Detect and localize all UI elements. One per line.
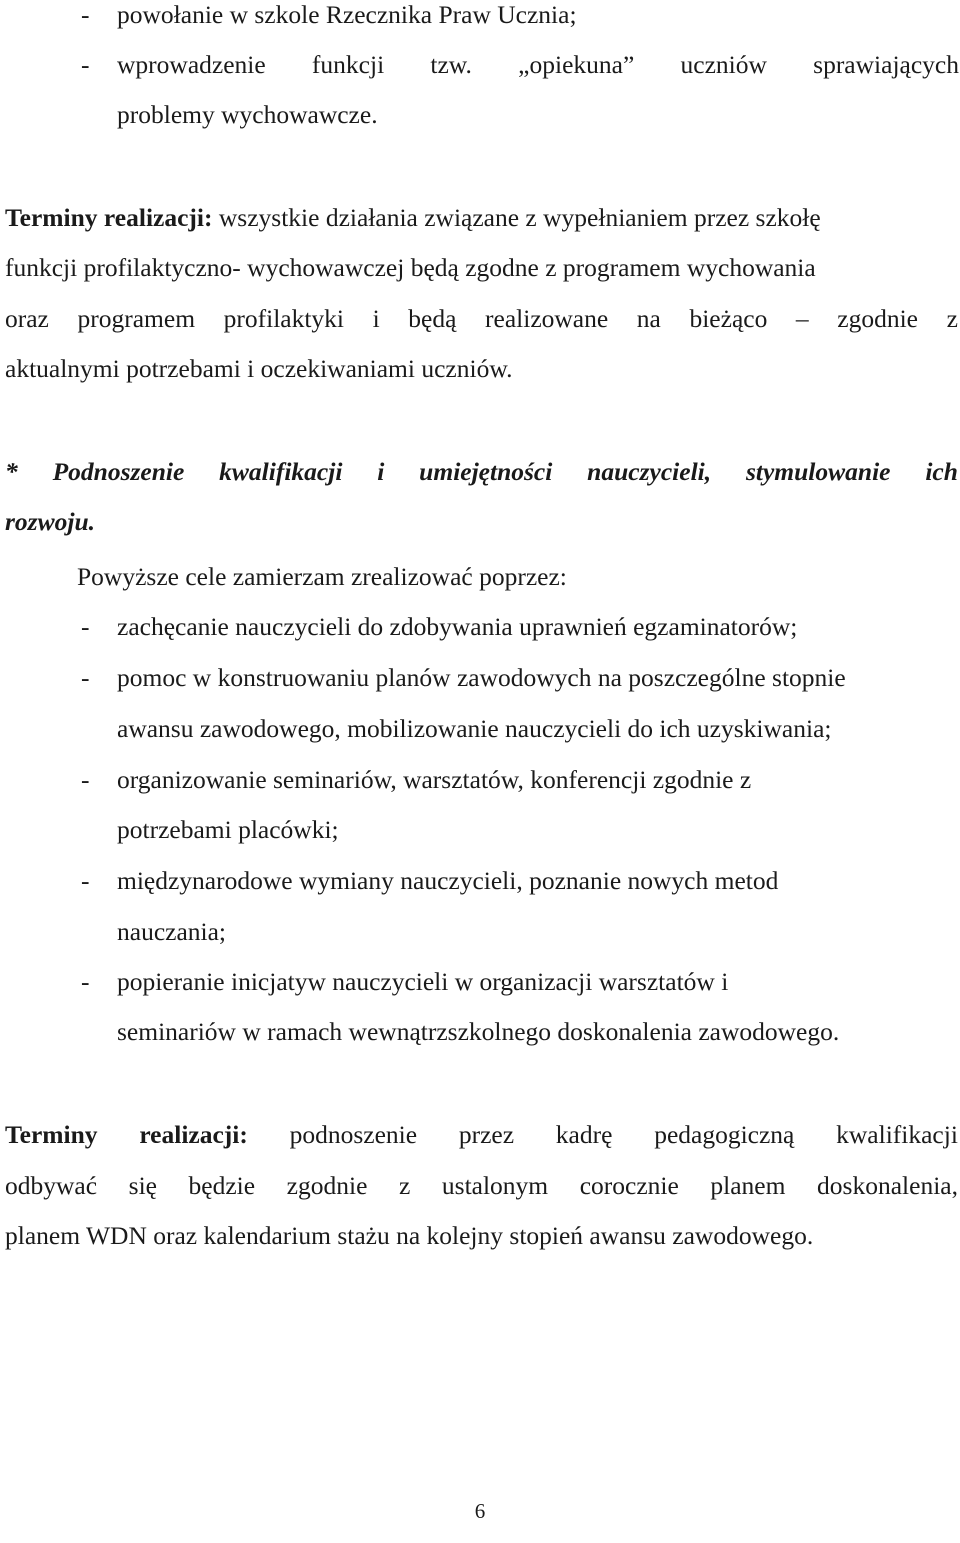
word: bieżąco xyxy=(689,304,768,333)
word: wprowadzenie xyxy=(117,50,266,79)
paragraph-line: aktualnymi potrzebami i oczekiwaniami uczniów. xyxy=(5,354,513,383)
list-dash: - xyxy=(81,663,90,692)
word: przez xyxy=(458,1120,515,1149)
word: i xyxy=(377,457,385,486)
word: zgodnie xyxy=(837,304,918,333)
list-item-continuation: potrzebami placówki; xyxy=(117,815,339,844)
word: Terminy xyxy=(5,1120,98,1149)
word: podnoszenie xyxy=(289,1120,418,1149)
word: realizacji: xyxy=(139,1120,248,1149)
word: – xyxy=(795,304,809,333)
word: funkcji xyxy=(311,50,385,79)
word: z xyxy=(398,1171,411,1200)
list-item-continuation: seminariów w ramach wewnątrzszkolnego doskonalenia zawodowego. xyxy=(117,1017,840,1046)
list-item: pomoc w konstruowaniu planów zawodowych na poszczególne stopnie xyxy=(117,663,846,692)
list-item xyxy=(117,52,959,78)
word: umiejętności xyxy=(419,457,553,486)
list-item-continuation: awansu zawodowego, mobilizowanie nauczycieli do ich uzyskiwania; xyxy=(117,714,832,743)
list-item-continuation: problemy wychowawcze. xyxy=(117,100,378,129)
word: się xyxy=(128,1171,157,1200)
section-heading-continuation: rozwoju. xyxy=(5,507,95,536)
word: tzw. xyxy=(430,50,472,79)
word: kadrę xyxy=(555,1120,613,1149)
list-item: organizowanie seminariów, warsztatów, konferencji zgodnie z xyxy=(117,765,752,794)
page-number: 6 xyxy=(474,1499,486,1523)
list-item: popieranie inicjatyw nauczycieli w organizacji warsztatów i xyxy=(117,967,729,996)
word: planem xyxy=(710,1171,786,1200)
word: „opiekuna” xyxy=(518,50,635,79)
word: profilaktyki xyxy=(223,304,345,333)
word: ustalonym xyxy=(441,1171,549,1200)
paragraph-text: wszystkie działania związane z wypełnianiem przez szkołę xyxy=(212,203,821,232)
list-dash: - xyxy=(81,50,90,79)
list-dash: - xyxy=(81,967,90,996)
section-heading xyxy=(5,459,958,485)
word: nauczycieli, xyxy=(587,457,712,486)
word: będzie xyxy=(188,1171,256,1200)
word: pedagogiczną xyxy=(654,1120,795,1149)
word: na xyxy=(636,304,661,333)
word: odbywać xyxy=(5,1171,98,1200)
list-dash: - xyxy=(81,866,90,895)
word: kwalifikacji xyxy=(836,1120,958,1149)
list-item: powołanie w szkole Rzecznika Praw Ucznia; xyxy=(117,0,577,29)
word: uczniów xyxy=(680,50,767,79)
list-dash: - xyxy=(81,765,90,794)
word: z xyxy=(946,304,958,333)
word: kwalifikacji xyxy=(219,457,343,486)
terminy-label: Terminy realizacji: xyxy=(5,203,213,232)
list-dash: - xyxy=(81,0,90,29)
word: Podnoszenie xyxy=(52,457,185,486)
word: oraz xyxy=(5,304,49,333)
word: sprawiających xyxy=(813,50,959,79)
word: doskonalenia, xyxy=(817,1171,958,1200)
word: realizowane xyxy=(485,304,609,333)
word: ich xyxy=(925,457,958,486)
word: zgodnie xyxy=(286,1171,368,1200)
paragraph-line: funkcji profilaktyczno- wychowawczej będą zgodne z programem wychowania xyxy=(5,253,816,282)
list-item-continuation: nauczania; xyxy=(117,917,227,946)
word: * xyxy=(5,457,18,486)
paragraph-line: planem WDN oraz kalendarium stażu na kolejny stopień awansu zawodowego. xyxy=(5,1221,814,1250)
paragraph-line xyxy=(5,306,958,332)
paragraph-line xyxy=(5,205,821,231)
list-dash: - xyxy=(81,612,90,641)
list-item: międzynarodowe wymiany nauczycieli, poznanie nowych metod xyxy=(117,866,779,895)
word: corocznie xyxy=(579,1171,679,1200)
word: programem xyxy=(77,304,196,333)
paragraph-line xyxy=(5,1173,958,1199)
word: i xyxy=(372,304,380,333)
word: będą xyxy=(408,304,457,333)
intro-line: Powyższe cele zamierzam zrealizować poprzez: xyxy=(77,562,567,591)
list-item: zachęcanie nauczycieli do zdobywania uprawnień egzaminatorów; xyxy=(117,612,798,641)
word: stymulowanie xyxy=(745,457,891,486)
paragraph-line xyxy=(5,1122,958,1148)
